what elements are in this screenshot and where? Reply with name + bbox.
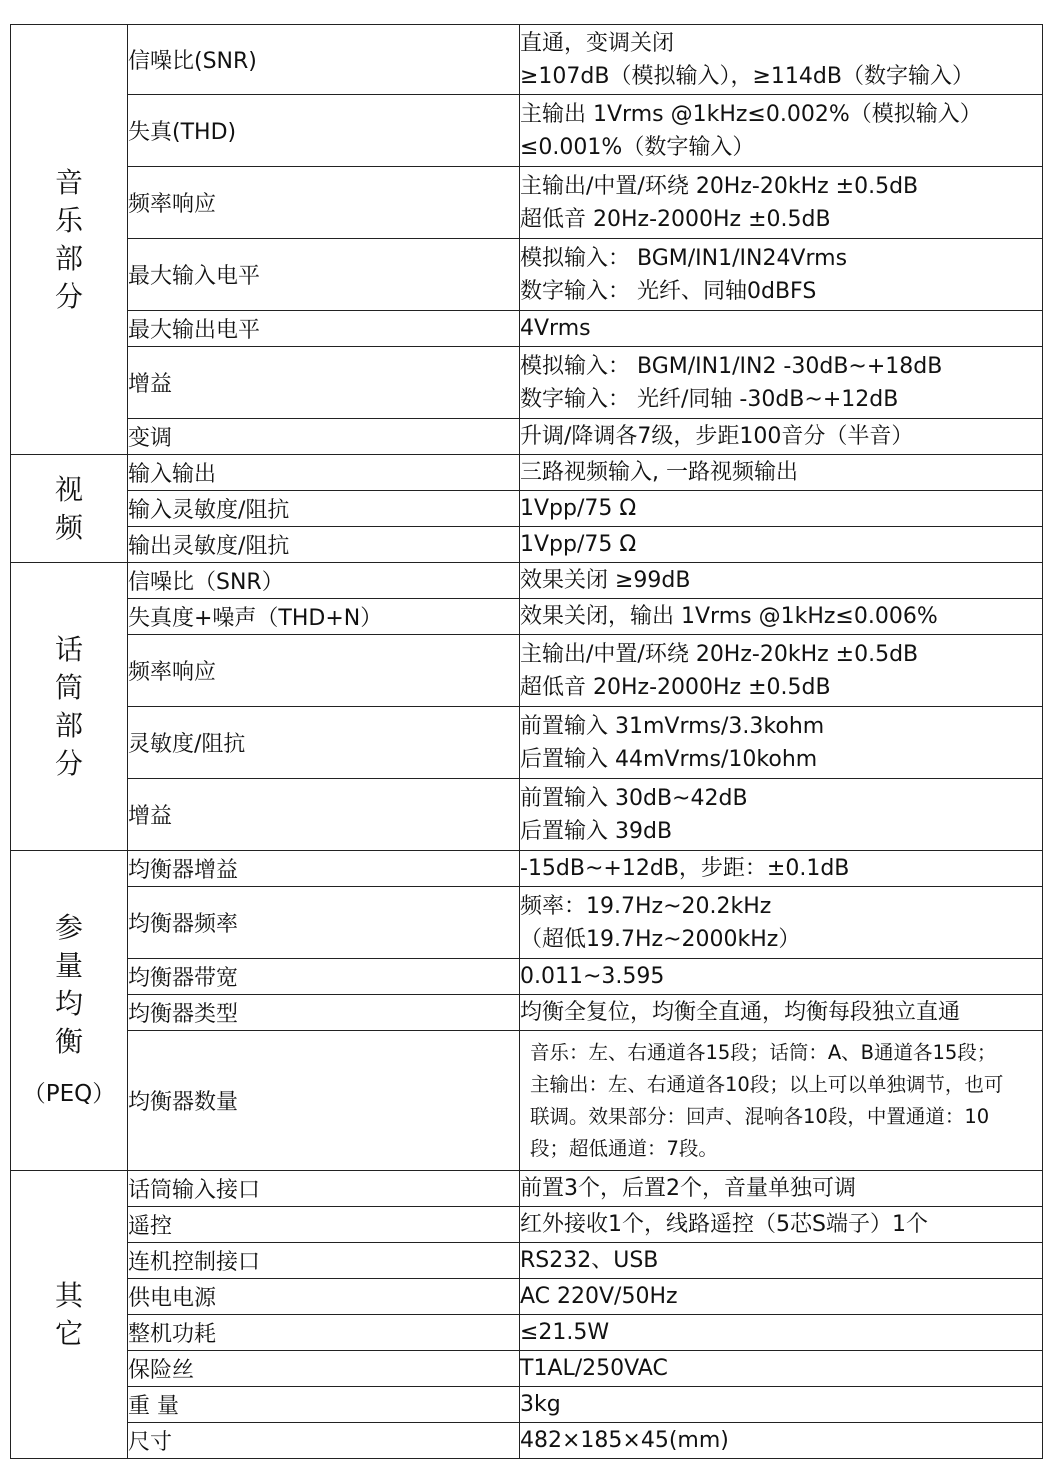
spec-value-line: 1Vpp/75 Ω bbox=[520, 532, 637, 557]
spec-value bbox=[520, 311, 1043, 347]
spec-name: 信噪比(SNR) bbox=[128, 25, 520, 95]
table-row bbox=[11, 887, 1043, 959]
spec-value-line: ≤0.001%（数字输入） bbox=[520, 134, 755, 160]
spec-name: 失真度+噪声（THD+N） bbox=[128, 599, 520, 635]
spec-value-line: ≤21.5W bbox=[520, 1320, 610, 1345]
table-row bbox=[11, 1243, 1043, 1279]
section-category bbox=[11, 1171, 128, 1459]
spec-value-line: 超低音 20Hz-2000Hz ±0.5dB bbox=[520, 674, 831, 700]
spec-value bbox=[520, 239, 1043, 311]
spec-name: 重 量 bbox=[128, 1387, 520, 1423]
spec-name: 增益 bbox=[128, 779, 520, 851]
spec-value-line: 482×185×45(mm) bbox=[520, 1428, 729, 1453]
spec-value bbox=[520, 959, 1043, 995]
spec-value-line: AC 220V/50Hz bbox=[520, 1284, 678, 1309]
table-row bbox=[11, 1315, 1043, 1351]
spec-name: 尺寸 bbox=[128, 1423, 520, 1459]
table-row bbox=[11, 419, 1043, 455]
spec-value bbox=[520, 635, 1043, 707]
category-char: 筒 bbox=[54, 670, 83, 704]
table-row bbox=[11, 635, 1043, 707]
spec-value bbox=[520, 1423, 1043, 1459]
spec-name: 最大输出电平 bbox=[128, 311, 520, 347]
spec-value-line: 后置输入 44mVrms/10kohm bbox=[520, 746, 818, 772]
table-row bbox=[11, 1351, 1043, 1387]
table-row bbox=[11, 491, 1043, 527]
table-row bbox=[11, 599, 1043, 635]
category-char: 它 bbox=[54, 1316, 83, 1350]
spec-name: 变调 bbox=[128, 419, 520, 455]
spec-value bbox=[520, 527, 1043, 563]
category-char: 衡 bbox=[54, 1024, 83, 1058]
category-char: 话 bbox=[54, 632, 83, 666]
spec-name: 输入灵敏度/阻抗 bbox=[128, 491, 520, 527]
spec-name: 频率响应 bbox=[128, 167, 520, 239]
spec-value-line: 频率：19.7Hz~20.2kHz bbox=[520, 893, 772, 919]
spec-value-line: 效果关闭 ≥99dB bbox=[520, 568, 691, 593]
spec-value bbox=[520, 851, 1043, 887]
table-row bbox=[11, 1279, 1043, 1315]
spec-value-line: 模拟输入： BGM/IN1/IN24Vrms bbox=[520, 245, 848, 271]
spec-name: 连机控制接口 bbox=[128, 1243, 520, 1279]
spec-value-line: 主输出/中置/环绕 20Hz-20kHz ±0.5dB bbox=[520, 641, 919, 667]
spec-value bbox=[520, 1387, 1043, 1423]
spec-name: 均衡器频率 bbox=[128, 887, 520, 959]
category-char: 分 bbox=[54, 279, 83, 313]
table-row bbox=[11, 311, 1043, 347]
spec-value bbox=[520, 707, 1043, 779]
spec-value-line: RS232、USB bbox=[520, 1248, 659, 1273]
spec-value bbox=[520, 1315, 1043, 1351]
spec-value-line: 前置输入 31mVrms/3.3kohm bbox=[520, 713, 825, 739]
spec-value-line: 数字输入： 光纤/同轴 -30dB~+12dB bbox=[520, 386, 899, 412]
table-row bbox=[11, 167, 1043, 239]
spec-name: 信噪比（SNR） bbox=[128, 563, 520, 599]
table-row bbox=[11, 527, 1043, 563]
spec-value-line: 音乐：左、右通道各15段；话筒：A、B通道各15段； bbox=[530, 1040, 997, 1064]
category-char: 视 bbox=[54, 472, 83, 506]
category-char: 频 bbox=[54, 510, 83, 544]
spec-value bbox=[520, 563, 1043, 599]
spec-value bbox=[520, 1171, 1043, 1207]
category-char: 音 bbox=[54, 165, 83, 199]
spec-value-line: 前置输入 30dB~42dB bbox=[520, 785, 748, 811]
table-row bbox=[11, 707, 1043, 779]
spec-name: 增益 bbox=[128, 347, 520, 419]
category-char: 参 bbox=[54, 910, 83, 944]
table-row bbox=[11, 1171, 1043, 1207]
spec-value bbox=[520, 1279, 1043, 1315]
table-row bbox=[11, 563, 1043, 599]
spec-value-line: ≥107dB（模拟输入），≥114dB（数字输入） bbox=[520, 63, 974, 89]
spec-value bbox=[520, 887, 1043, 959]
spec-name: 均衡器增益 bbox=[128, 851, 520, 887]
spec-value-line: 0.011~3.595 bbox=[520, 964, 665, 989]
spec-value-line: 3kg bbox=[520, 1392, 561, 1417]
category-char: 量 bbox=[54, 948, 83, 982]
spec-value-line: T1AL/250VAC bbox=[520, 1356, 668, 1381]
spec-name: 失真(THD) bbox=[128, 95, 520, 167]
spec-name: 均衡器类型 bbox=[128, 995, 520, 1031]
table-row bbox=[11, 851, 1043, 887]
section-category bbox=[11, 851, 128, 1171]
spec-value-line: 段；超低通道：7段。 bbox=[530, 1136, 718, 1160]
spec-value bbox=[520, 491, 1043, 527]
spec-name: 供电电源 bbox=[128, 1279, 520, 1315]
table-row bbox=[11, 239, 1043, 311]
table-row bbox=[11, 347, 1043, 419]
table-row bbox=[11, 1423, 1043, 1459]
spec-value-line: 效果关闭，输出 1Vrms @1kHz≤0.006% bbox=[520, 604, 938, 629]
spec-table bbox=[10, 24, 1043, 1459]
spec-name: 均衡器数量 bbox=[128, 1031, 520, 1171]
spec-value-line: 超低音 20Hz-2000Hz ±0.5dB bbox=[520, 206, 831, 232]
spec-name: 保险丝 bbox=[128, 1351, 520, 1387]
spec-value bbox=[520, 1031, 1043, 1171]
spec-value-line: 前置3个，后置2个，音量单独可调 bbox=[520, 1176, 856, 1201]
table-row bbox=[11, 455, 1043, 491]
table-row bbox=[11, 25, 1043, 95]
spec-value-line: 模拟输入： BGM/IN1/IN2 -30dB~+18dB bbox=[520, 353, 943, 379]
spec-value-line: 数字输入： 光纤、同轴0dBFS bbox=[520, 278, 817, 304]
spec-value-line: 均衡全复位，均衡全直通，均衡每段独立直通 bbox=[520, 1000, 961, 1025]
spec-value bbox=[520, 347, 1043, 419]
category-char: 分 bbox=[54, 746, 83, 780]
spec-value-line: 1Vpp/75 Ω bbox=[520, 496, 637, 521]
spec-name: 遥控 bbox=[128, 1207, 520, 1243]
spec-value-line: （超低19.7Hz~2000kHz） bbox=[520, 926, 801, 952]
spec-value bbox=[520, 1243, 1043, 1279]
spec-value bbox=[520, 419, 1043, 455]
spec-value-line: 主输出 1Vrms @1kHz≤0.002%（模拟输入） bbox=[520, 101, 982, 127]
spec-value bbox=[520, 25, 1043, 95]
spec-value-line: -15dB~+12dB，步距：±0.1dB bbox=[520, 856, 850, 881]
section-category bbox=[11, 455, 128, 563]
category-char: （PEQ） bbox=[22, 1080, 116, 1107]
spec-value bbox=[520, 599, 1043, 635]
spec-value bbox=[520, 95, 1043, 167]
table-row bbox=[11, 779, 1043, 851]
table-row bbox=[11, 959, 1043, 995]
spec-value-line: 主输出：左、右通道各10段；以上可以单独调节，也可 bbox=[530, 1072, 1004, 1096]
spec-value-line: 主输出/中置/环绕 20Hz-20kHz ±0.5dB bbox=[520, 173, 919, 199]
spec-name: 灵敏度/阻抗 bbox=[128, 707, 520, 779]
category-char: 其 bbox=[54, 1278, 83, 1312]
category-char: 部 bbox=[54, 241, 83, 275]
spec-value bbox=[520, 1351, 1043, 1387]
spec-value bbox=[520, 1207, 1043, 1243]
category-char: 部 bbox=[54, 708, 83, 742]
table-row bbox=[11, 1207, 1043, 1243]
spec-value-line: 直通，变调关闭 bbox=[520, 30, 675, 56]
spec-name: 最大输入电平 bbox=[128, 239, 520, 311]
section-category bbox=[11, 25, 128, 455]
table-row bbox=[11, 995, 1043, 1031]
category-char: 均 bbox=[54, 986, 83, 1020]
spec-value bbox=[520, 995, 1043, 1031]
spec-value-line: 升调/降调各7级，步距100音分（半音） bbox=[520, 424, 914, 449]
spec-value bbox=[520, 455, 1043, 491]
spec-name: 频率响应 bbox=[128, 635, 520, 707]
spec-value bbox=[520, 167, 1043, 239]
spec-name: 整机功耗 bbox=[128, 1315, 520, 1351]
spec-value-line: 后置输入 39dB bbox=[520, 818, 673, 844]
spec-value-line: 红外接收1个，线路遥控（5芯S端子）1个 bbox=[520, 1212, 928, 1237]
category-char: 乐 bbox=[54, 203, 83, 237]
spec-name: 话筒输入接口 bbox=[128, 1171, 520, 1207]
spec-name: 输出灵敏度/阻抗 bbox=[128, 527, 520, 563]
spec-value-line: 4Vrms bbox=[520, 316, 591, 341]
spec-value-line: 联调。效果部分：回声、混响各10段，中置通道：10 bbox=[530, 1104, 990, 1128]
spec-value-line: 三路视频输入, 一路视频输出 bbox=[520, 460, 798, 485]
table-row bbox=[11, 1387, 1043, 1423]
table-row bbox=[11, 95, 1043, 167]
spec-name: 输入输出 bbox=[128, 455, 520, 491]
section-category bbox=[11, 563, 128, 851]
spec-name: 均衡器带宽 bbox=[128, 959, 520, 995]
spec-value bbox=[520, 779, 1043, 851]
spec-table-body bbox=[11, 25, 1043, 1459]
table-row bbox=[11, 1031, 1043, 1171]
